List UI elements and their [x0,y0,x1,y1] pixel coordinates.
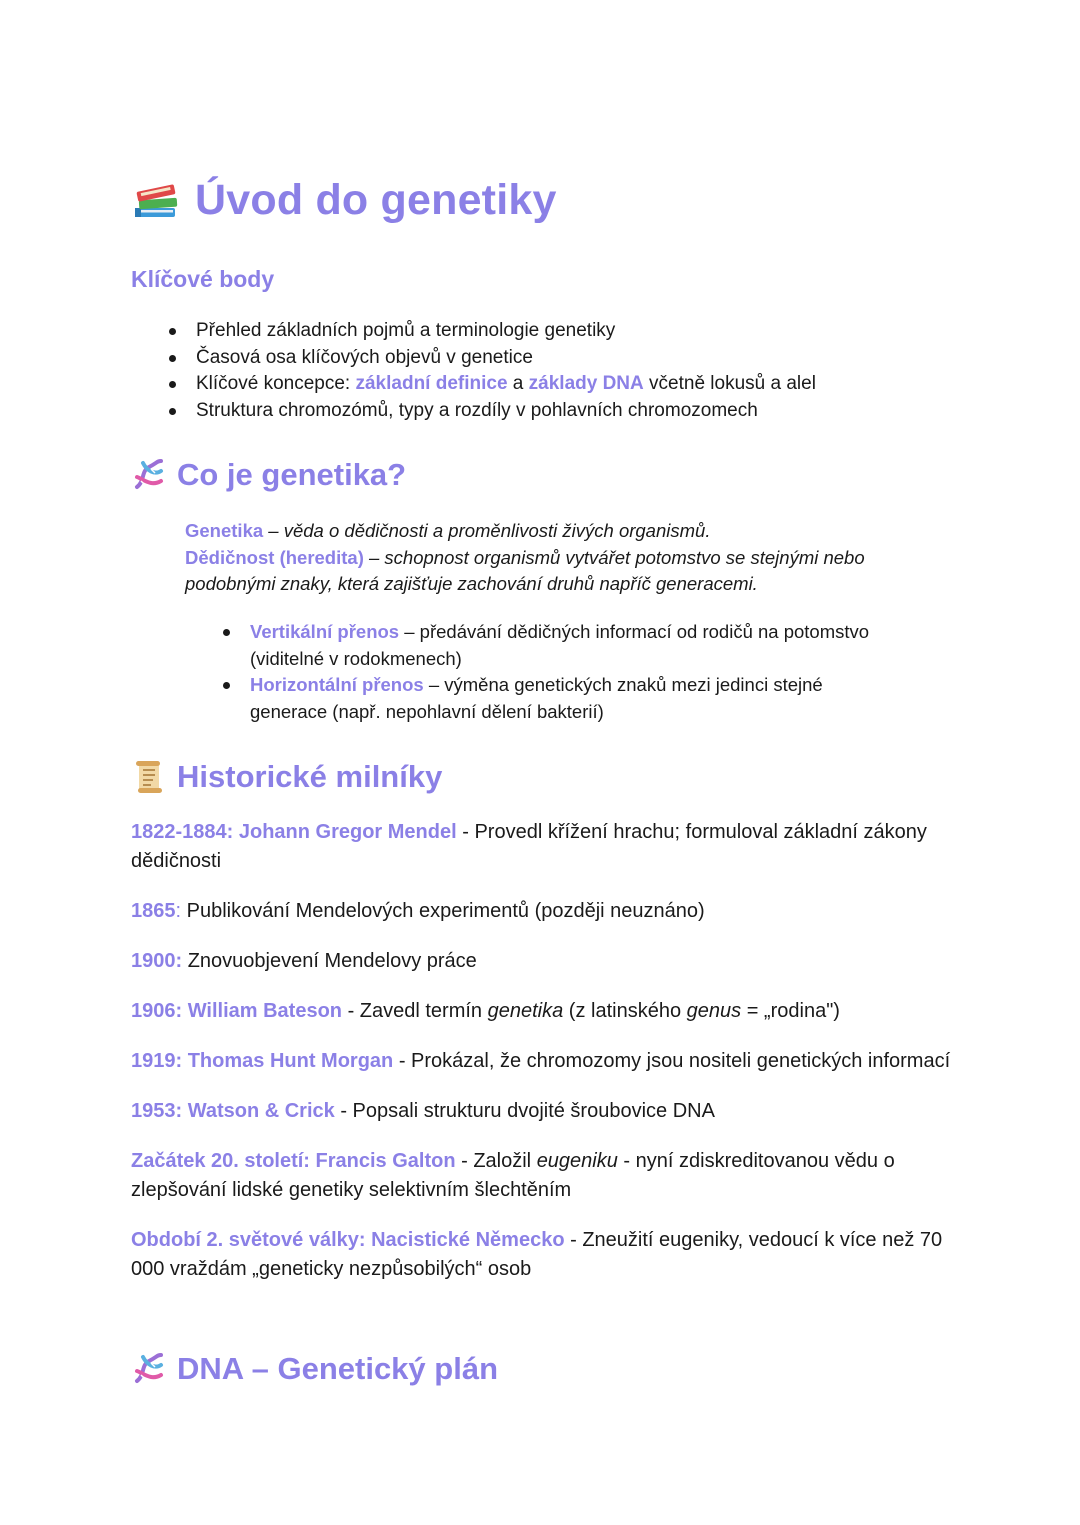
definitions: Genetika – věda o dědičnosti a proměnlivosti živých organismů. Dědičnost (heredita) – schopnost organismů vytvářet potomstvo se stejnými nebo podobnými znaky, která zajišťuje zachování druhů napříč generacemi. [185,520,865,594]
list-item: Horizontální přenos – výměna genetických znaků mezi jedinci stejné generace (např. nepohlavní dělení bakterií) [220,672,880,725]
highlight-link: základní definice [355,373,508,394]
milestones-list [131,818,961,1305]
section-heading-dna [131,1347,498,1391]
term: Dědičnost (heredita) [185,546,364,568]
milestone: Období 2. světové války: Nacistické Německo - Zneužití eugeniky, vedoucí k více než 70 000 vraždám „geneticky nezpůsobilých“ osob [131,1229,943,1280]
milestone: 1906: William Bateson - Zavedl termín genetika (z latinského genus = „rodina") [131,1000,840,1022]
highlight-link: základy DNA [528,373,644,394]
milestone: 1865: Publikování Mendelových experimentů (později neuznáno) [131,900,705,922]
section-title: DNA – Genetický plán [177,1351,499,1386]
key-points-heading: Klíčové body [131,266,275,292]
milestone: 1822-1884: Johann Gregor Mendel - Provedl křížení hrachu; formuloval základní zákony dědičnosti [131,821,927,872]
dna-icon [131,1351,167,1387]
scroll-icon [131,759,167,795]
key-points-list [166,318,816,424]
section-title: Co je genetika? [177,457,407,492]
books-icon [131,175,181,225]
milestone: 1919: Thomas Hunt Morgan - Prokázal, že chromozomy jsou nositeli genetických informací [131,1050,951,1072]
milestone: 1953: Watson & Crick - Popsali strukturu dvojité šroubovice DNA [131,1100,715,1122]
list-item: Klíčové koncepce: základní definice a základy DNA včetně lokusů a alel [166,371,816,398]
dna-icon [131,457,167,493]
section-heading-history [131,755,442,799]
transfer-list [220,619,880,725]
page-title-row [131,170,557,230]
milestone: 1900: Znovuobjevení Mendelovy práce [131,950,477,972]
list-item: Struktura chromozómů, typy a rozdíly v pohlavních chromozomech [166,398,816,425]
page-title: Úvod do genetiky [195,175,557,224]
section-title: Historické milníky [177,759,443,794]
list-item: Přehled základních pojmů a terminologie genetiky [166,318,816,345]
section-heading-what-is [131,453,406,497]
term: Genetika [185,520,264,541]
milestone: Začátek 20. století: Francis Galton - Založil eugeniku - nyní zdiskreditovanou vědu o zlepšování lidské genetiky selektivním šlechtěním [131,1150,895,1201]
list-item: Vertikální přenos – předávání dědičných informací od rodičů na potomstvo (viditelné v rodokmenech) [220,619,880,672]
list-item: Časová osa klíčových objevů v genetice [166,345,816,372]
